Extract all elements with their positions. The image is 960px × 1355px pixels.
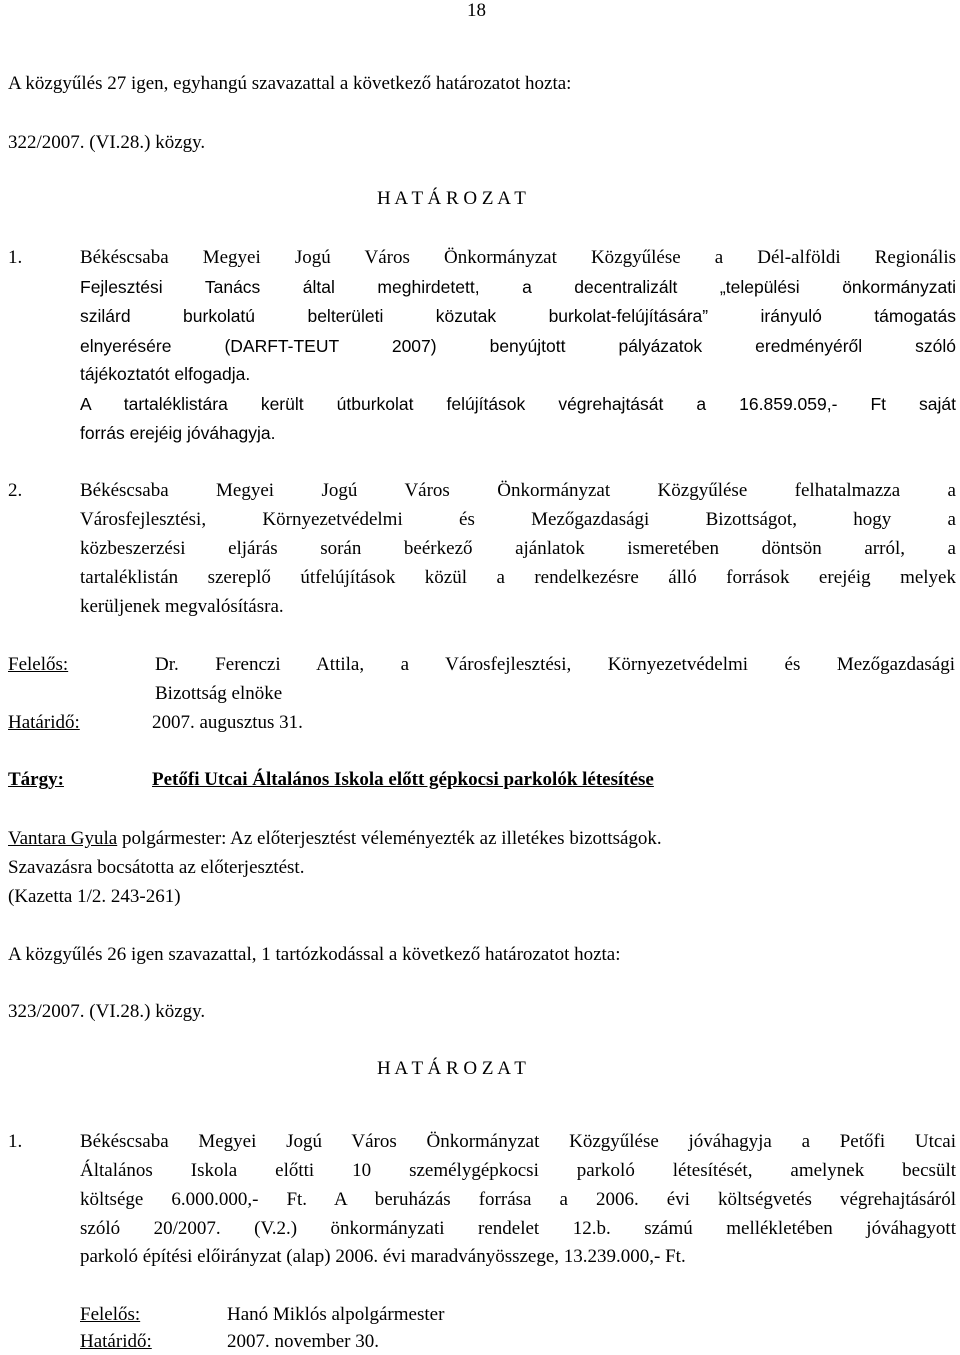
decision-number-1: 322/2007. (VI.28.) közgy.: [8, 132, 206, 153]
item-1-1-line: tájékoztatót elfogadja.: [80, 364, 251, 384]
vote-intro-1: A közgyűlés 27 igen, egyhangú szavazattal a következő határozatot hozta:: [8, 73, 572, 94]
item-2-1-line: költsége 6.000.000,- Ft. A beruházás forrása a 2006. évi költségvetés végrehajtásáról: [80, 1189, 956, 1210]
deadline-label-1: Határidő:: [8, 712, 80, 733]
item-1-1-line: forrás erejéig jóváhagyja.: [80, 423, 276, 443]
item-1-1-line: A tartaléklistára került útburkolat felújítások végrehajtását a 16.859.059,- Ft saját: [80, 394, 956, 414]
decision-heading-2: H A T Á R O Z A T: [377, 1058, 526, 1079]
item-number-1-2: 2.: [8, 480, 23, 501]
item-2-1-line: Általános Iskola előtti 10 személygépkocsi parkoló létesítését, amelynek becsült: [80, 1160, 956, 1181]
item-2-1-line: Békéscsaba Megyei Jogú Város Önkormányzat Közgyűlése jóváhagyja a Petőfi Utcai: [80, 1131, 956, 1152]
item-1-1-line: elnyerésére (DARFT-TEUT 2007) benyújtott pályázatok eredményéről szóló: [80, 336, 956, 356]
responsible-line-1: Dr. Ferenczi Attila, a Városfejlesztési, Környezetvédelmi és Mezőgazdasági: [155, 654, 955, 675]
responsible-label-1: Felelős:: [8, 654, 69, 675]
deadline-value-2: 2007. november 30.: [227, 1331, 379, 1352]
speaker-text: polgármester: Az előterjesztést véleményezték az illetékes bizottságok.: [117, 828, 662, 849]
page-number: 18: [467, 0, 486, 21]
vote-intro-2: A közgyűlés 26 igen szavazattal, 1 tartózkodással a következő határozatot hozta:: [8, 944, 621, 965]
speaker-name: Vantara Gyula: [8, 828, 118, 849]
item-number-1-1: 1.: [8, 247, 23, 268]
item-1-2-line: közbeszerzési eljárás során beérkező ajánlatok ismeretében döntsön arról, a: [80, 538, 956, 559]
item-1-2-line: tartaléklistán szereplő útfelújítások közül a rendelkezésre álló források erejéig melyek: [80, 567, 956, 588]
responsible-label-2: Felelős:: [80, 1304, 141, 1325]
item-2-1-line: parkoló építési előirányzat (alap) 2006. évi maradványösszege, 13.239.000,- Ft.: [80, 1246, 686, 1267]
item-1-1-line: Békéscsaba Megyei Jogú Város Önkormányzat Közgyűlése a Dél-alföldi Regionális: [80, 247, 956, 268]
subject-label: Tárgy:: [8, 769, 64, 790]
item-2-1-line: szóló 20/2007. (V.2.) önkormányzati rendelet 12.b. számú mellékletében jóváhagyott: [80, 1218, 956, 1239]
item-1-1-line: szilárd burkolatú belterületi közutak burkolat-felújítására” irányuló támogatás: [80, 306, 956, 326]
deadline-value-1: 2007. augusztus 31.: [152, 712, 303, 733]
subject-title: Petőfi Utcai Általános Iskola előtt gépkocsi parkolók létesítése: [152, 769, 654, 790]
decision-number-2: 323/2007. (VI.28.) közgy.: [8, 1001, 206, 1022]
deadline-label-2: Határidő:: [80, 1331, 152, 1352]
item-1-2-line: kerüljenek megvalósításra.: [80, 596, 284, 617]
item-1-2-line: Békéscsaba Megyei Jogú Város Önkormányzat Közgyűlése felhatalmazza a: [80, 480, 956, 501]
responsible-value-2: Hanó Miklós alpolgármester: [227, 1304, 445, 1325]
item-1-2-line: Városfejlesztési, Környezetvédelmi és Mezőgazdasági Bizottságot, hogy a: [80, 509, 956, 530]
vote-call: Szavazásra bocsátotta az előterjesztést.: [8, 857, 305, 878]
decision-heading-1: H A T Á R O Z A T: [377, 188, 526, 209]
tape-ref: (Kazetta 1/2. 243-261): [8, 886, 181, 907]
speaker-line: [8, 825, 662, 852]
responsible-line-2: Bizottság elnöke: [155, 683, 283, 704]
item-1-1-line: Fejlesztési Tanács által meghirdetett, a decentralizált „települési önkormányzati: [80, 277, 956, 297]
item-number-2-1: 1.: [8, 1131, 23, 1152]
